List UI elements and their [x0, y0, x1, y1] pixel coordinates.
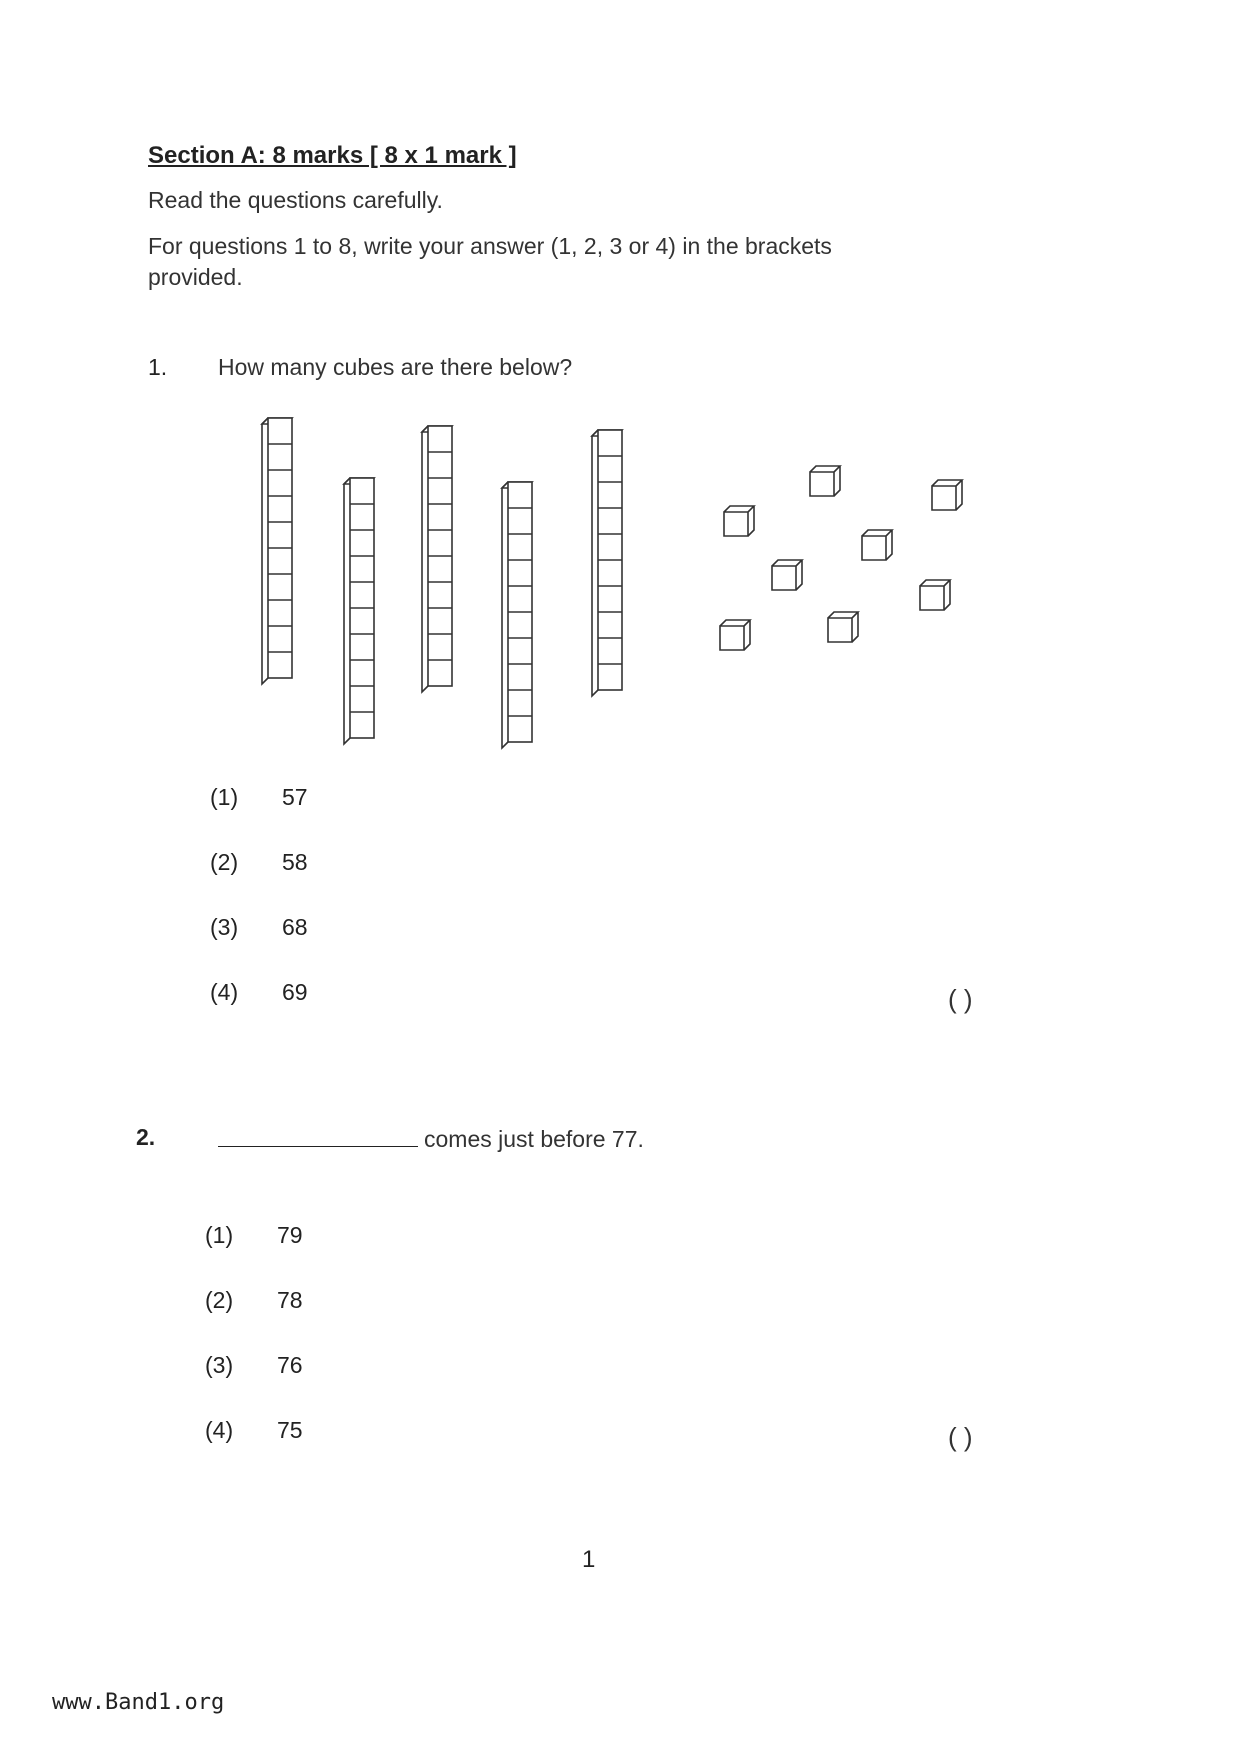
- question-2-option-number: (2): [205, 1287, 234, 1313]
- tens-rod: [344, 478, 374, 744]
- unit-cube: [772, 560, 802, 590]
- question-2-option-number: (3): [205, 1352, 234, 1378]
- tens-rod: [502, 482, 532, 748]
- question-2-option-value: 79: [277, 1222, 303, 1248]
- question-1-option-number: (3): [210, 914, 239, 940]
- question-1-option-number: (1): [210, 784, 239, 810]
- footer-website: www.Band1.org: [52, 1690, 225, 1715]
- question-2-text: comes just before 77.: [424, 1126, 644, 1152]
- question-1-option-number: (2): [210, 849, 239, 875]
- instruction-read: Read the questions carefully.: [148, 187, 443, 213]
- page-number: 1: [582, 1546, 596, 1573]
- unit-cube: [720, 620, 750, 650]
- question-1-number: 1.: [148, 354, 168, 380]
- tens-rod: [422, 426, 452, 692]
- question-2-number: 2.: [136, 1124, 156, 1150]
- ones-cubes: [720, 466, 962, 650]
- cubes-figure: [0, 0, 1239, 760]
- unit-cube: [932, 480, 962, 510]
- unit-cube: [862, 530, 892, 560]
- tens-rod: [592, 430, 622, 696]
- unit-cube: [920, 580, 950, 610]
- answer-blank[interactable]: [218, 1146, 418, 1147]
- question-2-option-value: 75: [277, 1417, 303, 1443]
- question-2-option-number: (1): [205, 1222, 234, 1248]
- question-2-answer-bracket[interactable]: ( ): [948, 1422, 973, 1452]
- unit-cube: [810, 466, 840, 496]
- question-2-option-value: 76: [277, 1352, 303, 1378]
- question-1-option-value: 57: [282, 784, 308, 810]
- unit-cube: [828, 612, 858, 642]
- question-2-option-value: 78: [277, 1287, 303, 1313]
- question-1-option-value: 58: [282, 849, 308, 875]
- section-heading: Section A: 8 marks [ 8 x 1 mark ]: [148, 142, 517, 169]
- question-1-option-value: 69: [282, 979, 308, 1005]
- question-2-line: [218, 1126, 644, 1153]
- tens-rod: [262, 418, 292, 684]
- question-1-option-number: (4): [210, 979, 239, 1005]
- question-1-answer-bracket[interactable]: ( ): [948, 984, 973, 1014]
- instruction-brackets-cont: provided.: [148, 264, 243, 290]
- question-1-text: How many cubes are there below?: [218, 354, 573, 380]
- instruction-brackets: For questions 1 to 8, write your answer (1, 2, 3 or 4) in the brackets: [148, 233, 832, 259]
- question-2-option-number: (4): [205, 1417, 234, 1443]
- question-1-option-value: 68: [282, 914, 308, 940]
- unit-cube: [724, 506, 754, 536]
- tens-rods: [262, 418, 622, 748]
